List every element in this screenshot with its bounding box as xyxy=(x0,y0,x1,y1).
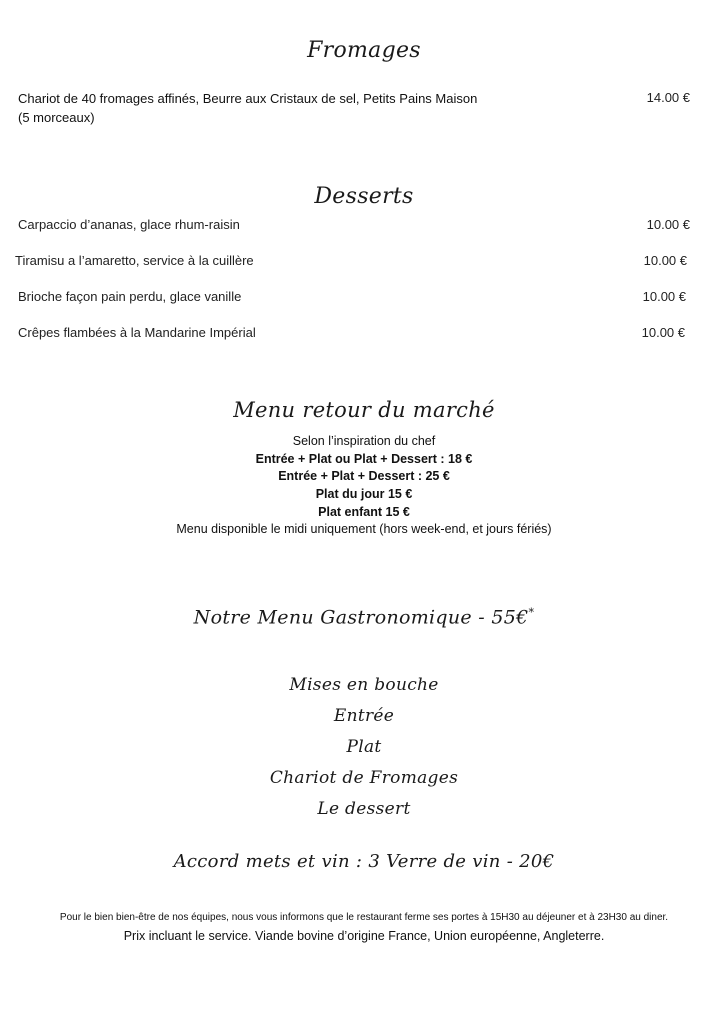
gastro-course: Entrée xyxy=(333,706,395,726)
menu-marche-availability: Menu disponible le midi uniquement (hors week-end, et jours fériés) xyxy=(176,522,552,536)
dessert-item-name: Crêpes flambées à la Mandarine Impérial xyxy=(18,325,256,340)
dessert-item-price: 10.00 € xyxy=(641,325,685,340)
closing-hours-note: Pour le bien bien-être de nos équipes, nous vous informons que le restaurant ferme ses portes à 15H30 au déjeuner et à 23H30 au diner. xyxy=(59,912,669,923)
dessert-item-price: 10.00 € xyxy=(642,289,686,304)
dessert-item-price: 10.00 € xyxy=(643,253,687,268)
desserts-title: Desserts xyxy=(314,184,414,209)
cheese-item-line1: Chariot de 40 fromages affinés, Beurre aux Cristaux de sel, Petits Pains Maison xyxy=(18,91,478,106)
dessert-item-price: 10.00 € xyxy=(646,217,690,232)
pricing-origin-note: Prix incluant le service. Viande bovine d’origine France, Union européenne, Angleterre. xyxy=(123,929,605,943)
wine-pairing: Accord mets et vin : 3 Verre de vin - 20€ xyxy=(173,851,555,872)
gastro-menu-asterisk: * xyxy=(528,606,535,619)
dessert-item-name: Brioche façon pain perdu, glace vanille xyxy=(18,289,242,304)
gastro-menu-title xyxy=(0,606,728,628)
cheese-item-description xyxy=(18,89,578,127)
cheese-item-price: 14.00 € xyxy=(646,90,690,105)
dessert-item-name: Tiramisu a l’amaretto, service à la cuillère xyxy=(15,253,254,268)
dessert-item-name: Carpaccio d’ananas, glace rhum-raisin xyxy=(18,217,240,232)
menu-marche-formula: Entrée + Plat + Dessert : 25 € xyxy=(278,469,450,483)
menu-marche-subtitle: Selon l’inspiration du chef xyxy=(292,434,436,448)
cheese-item-line2: (5 morceaux) xyxy=(18,110,95,125)
fromages-title: Fromages xyxy=(307,38,421,63)
gastro-course: Plat xyxy=(346,737,382,757)
menu-marche-plat-du-jour: Plat du jour 15 € xyxy=(315,487,413,501)
menu-marche-plat-enfant: Plat enfant 15 € xyxy=(318,505,410,519)
menu-marche-title: Menu retour du marché xyxy=(233,398,495,422)
gastro-course: Mises en bouche xyxy=(289,675,439,695)
menu-marche-formula: Entrée + Plat ou Plat + Dessert : 18 € xyxy=(255,452,473,466)
gastro-menu-title-text: Notre Menu Gastronomique - 55€ xyxy=(193,606,529,629)
gastro-course: Chariot de Fromages xyxy=(269,768,459,788)
gastro-course: Le dessert xyxy=(317,799,411,819)
